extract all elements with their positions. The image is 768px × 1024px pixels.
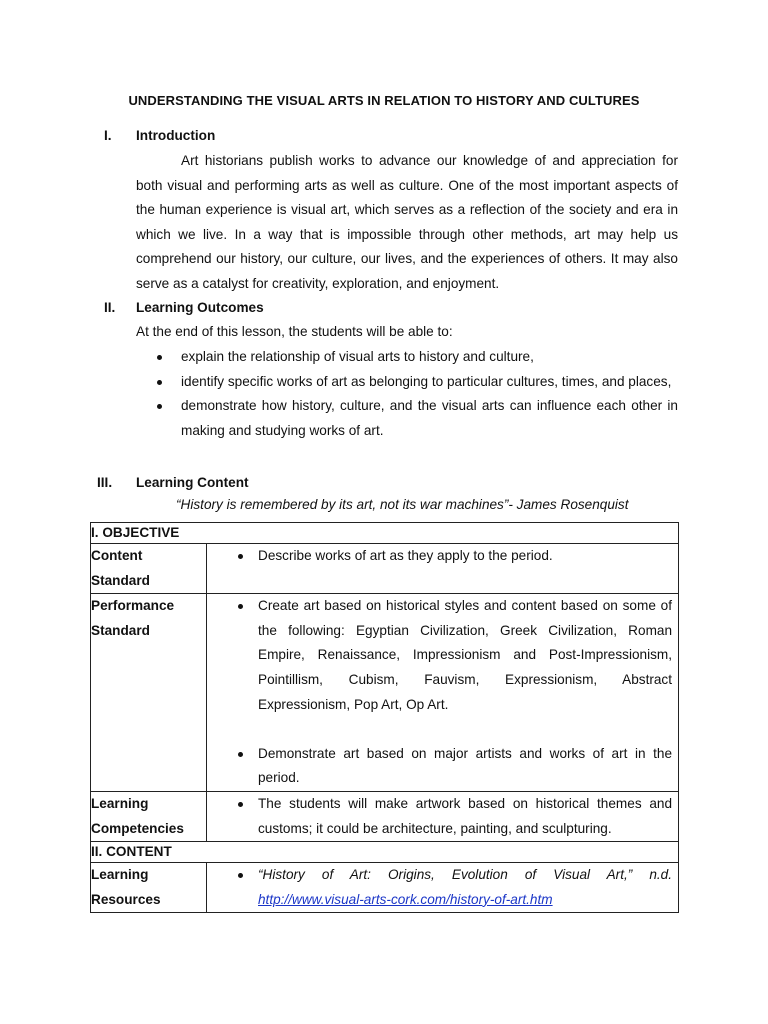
bullet-icon — [238, 752, 243, 757]
bullet-icon — [157, 404, 162, 409]
outcome-text: explain the relationship of visual arts to history and culture, — [181, 349, 534, 364]
table-row — [91, 544, 679, 594]
bullet-icon — [157, 355, 162, 360]
list-item — [136, 394, 678, 443]
table-row — [91, 863, 679, 913]
table-row — [91, 523, 679, 544]
list-item: The students will make artwork based on historical themes and customs; it could be architecture, painting, and sculpturing. — [207, 792, 678, 841]
table-row — [91, 594, 679, 792]
outcomes-list — [136, 345, 678, 443]
performance-standard-label: Performance Standard — [91, 594, 207, 792]
list-item — [136, 345, 678, 370]
objective-table — [90, 522, 679, 913]
learning-resources-cell — [207, 863, 679, 913]
bullet-icon — [238, 873, 243, 878]
list-item — [136, 370, 678, 395]
learning-resources-list — [207, 863, 678, 912]
outcomes-lead: At the end of this lesson, the students will be able to: — [136, 324, 453, 339]
table-row — [91, 791, 679, 841]
section-heading-learning-content: Learning Content — [136, 475, 249, 490]
content-standard-list — [207, 544, 678, 569]
content-standard-cell — [207, 544, 679, 594]
performance-standard-cell — [207, 594, 679, 792]
content-header: II. CONTENT — [91, 842, 679, 863]
section-number-2: II. — [104, 300, 116, 315]
learning-competencies-cell — [207, 791, 679, 841]
section-number-1: I. — [104, 128, 112, 143]
list-item — [207, 863, 678, 912]
outcome-text: demonstrate how history, culture, and the visual arts can influence each other in making and studying works of art. — [181, 398, 678, 438]
list-item: Describe works of art as they apply to the period. — [207, 544, 678, 569]
objective-header: I. OBJECTIVE — [91, 523, 679, 544]
learning-resources-label: Learning Resources — [91, 863, 207, 913]
list-item: Create art based on historical styles and content based on some of the following: Egyptian Civilization, Greek Civilization, Roman Empire, Renaissance, Impressionism and Post-Impressionism, Pointillism, Cubism, Fauvism, Expressionism, Abstract Expressionism, Pop Art, Op Art. — [207, 594, 678, 717]
learning-competencies-list — [207, 792, 678, 841]
performance-standard-list — [207, 594, 678, 791]
outcome-text: identify specific works of art as belonging to particular cultures, times, and places, — [181, 373, 672, 389]
section-number-3: III. — [97, 475, 113, 490]
learning-competencies-label: Learning Competencies — [91, 791, 207, 841]
list-item: Demonstrate art based on major artists and works of art in the period. — [207, 742, 678, 791]
bullet-icon — [238, 802, 243, 807]
citation-text: “History of Art: Origins, Evolution of Visual Art,” n.d. — [258, 867, 673, 883]
resource-link[interactable]: http://www.visual-arts-cork.com/history-of-art.htm — [258, 891, 553, 907]
section-heading-learning-outcomes: Learning Outcomes — [136, 300, 264, 315]
document-title: UNDERSTANDING THE VISUAL ARTS IN RELATION TO HISTORY AND CULTURES — [128, 93, 640, 108]
introduction-paragraph — [136, 149, 678, 297]
bullet-icon — [238, 554, 243, 559]
table-row — [91, 842, 679, 863]
epigraph-quote: “History is remembered by its art, not its war machines”- James Rosenquist — [176, 497, 629, 512]
bullet-icon — [157, 380, 162, 385]
bullet-icon — [238, 604, 243, 609]
introduction-text: Art historians publish works to advance our knowledge of and appreciation for both visual and performing arts as well as culture. One of the most important aspects of the human experience is visual art, which serves as a reflection of the society and era in which we live. In a way that is impossible through other methods, art may help us comprehend our history, our culture, our lives, and the experiences of others. It may also serve as a catalyst for creativity, exploration, and enjoyment. — [136, 153, 678, 291]
section-heading-introduction: Introduction — [136, 128, 216, 143]
content-standard-label: Content Standard — [91, 544, 207, 594]
